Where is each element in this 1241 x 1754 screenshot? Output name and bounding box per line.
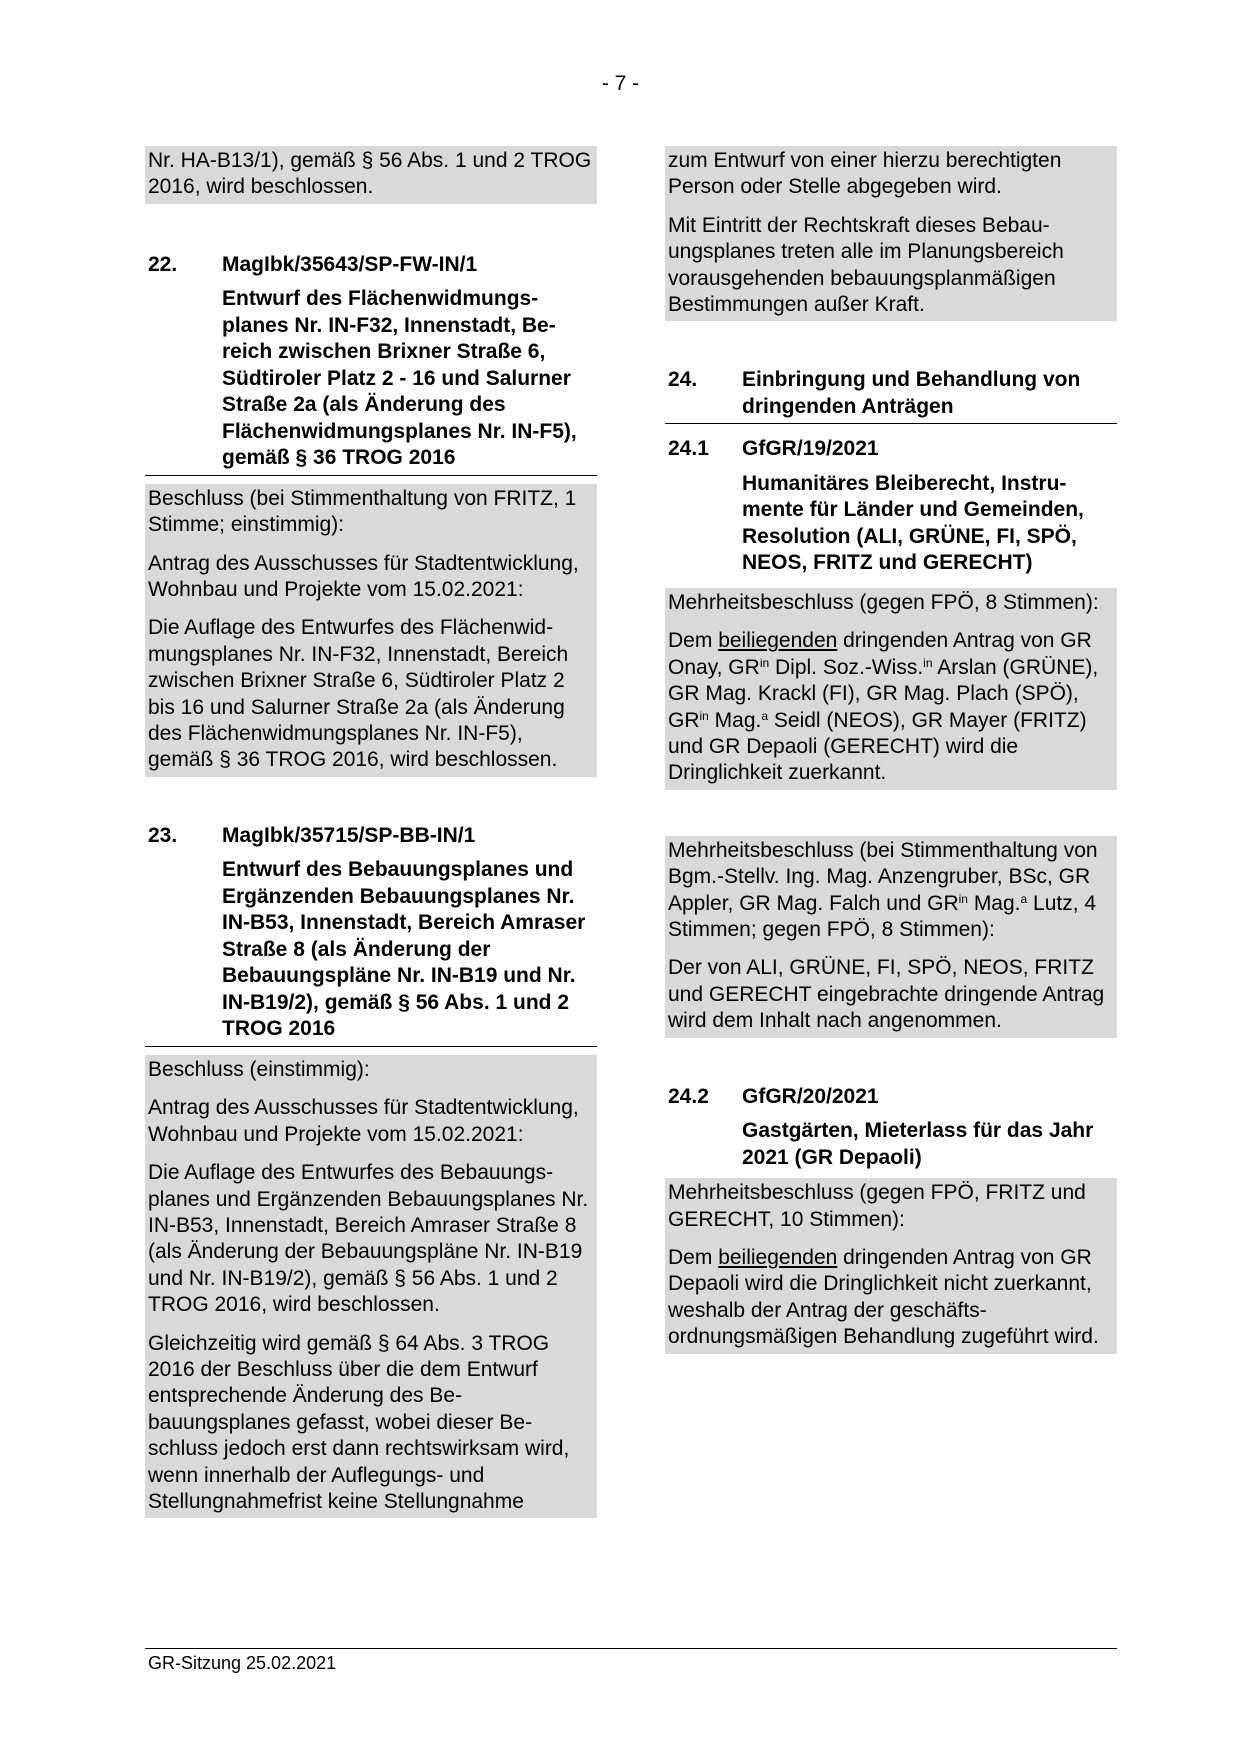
resolution-motion: Antrag des Ausschusses für Stadtentwicklung, Wohnbau und Projekte vom 15.02.2021: <box>148 551 579 602</box>
item-title: Gastgärten, Mieterlass für das Jahr 2021 (GR Depaoli) <box>742 1119 1094 1169</box>
resolution-text: Der von ALI, GRÜNE, FI, SPÖ, NEOS, FRITZ und GERECHT eingebrachte dringende Antrag wird dem Inhalt nach angenommen. <box>668 956 1105 1033</box>
resolution-vote: Beschluss (bei Stimmenthaltung von FRITZ, 1 Stimme; einstimmig): <box>148 486 577 537</box>
right-column <box>665 146 1117 1354</box>
resolution-block-23 <box>145 1055 597 1519</box>
item-number: 24.2 <box>668 1084 709 1108</box>
resolution-text: Dem beiliegenden dringenden Antrag von GR Depaoli wird die Dringlichkeit nicht zuerkannt, weshalb der Antrag der geschäftsordnungsmäßigen Behandlung zugeführt wird. <box>668 1245 1099 1349</box>
footer-text: GR-Sitzung 25.02.2021 <box>148 1653 337 1673</box>
item-title: Entwurf des Flächenwidmungsplanes Nr. IN-F32, Innenstadt, Bereich zwischen Brixner Straße 6, Südtiroler Platz 2 - 16 und Salurner Straße 2a (als Änderung des Flächenwidmungsplanes Nr. IN-F5), gemäß § 36 TROG 2016 <box>222 287 577 470</box>
item-title: Einbringung und Behandlung von dringenden Anträgen <box>742 368 1081 418</box>
item-number: 24. <box>668 368 698 392</box>
resolution-vote: Mehrheitsbeschluss (bei Stimmenthaltung von Bgm.-Stellv. Ing. Mag. Anzengruber, BSc, GR Appler, GR Mag. Falch und $GR^{in}$ Mag.$^a$ Lutz, 4 Stimmen; gegen FPÖ, 8 Stimmen): <box>668 838 1098 941</box>
resolution-text: Die Auflage des Entwurfes des Flächenwidmungsplanes Nr. IN-F32, Innenstadt, Bereich zwischen Brixner Straße 6, Südtiroler Platz 2 bis 16 und Salurner Straße 2a (als Änderung des Flächenwidmungsplanes Nr. IN-F5), gemäß § 36 TROG 2016, wird beschlossen. <box>148 616 569 772</box>
item-reference: GfGR/19/2021 <box>742 437 879 461</box>
item-title: Entwurf des Bebauungsplanes und Ergänzenden Bebauungsplanes Nr. IN-B53, Innenstadt, Bereich Amraser Straße 8 (als Änderung der Bebauungspläne Nr. IN-B19 und Nr. IN-B19/2), gemäß § 56 Abs. 1 und 2 TROG 2016 <box>222 858 586 1041</box>
resolution-text: Dem beiliegenden dringenden Antrag von GR Onay, $GR^{in}$ Dipl. Soz.-Wiss.$^{in}$ Arslan (GRÜNE), GR Mag. Krackl (FI), GR Mag. Plach (SPÖ), $GR^{in}$ Mag.$^a$ Seidl (NEOS), GR Mayer (FRITZ) und GR Depaoli (GERECHT) wird die Dringlichkeit zuerkannt. <box>668 629 1099 785</box>
resolution-motion: Antrag des Ausschusses für Stadtentwicklung, Wohnbau und Projekte vom 15.02.2021: <box>148 1096 579 1146</box>
left-column <box>145 146 597 1518</box>
continuation-text-2: Mit Eintritt der Rechtskraft dieses Bebauungsplanes treten alle im Planungsbereich vorausgehenden bebauungsplanmäßigen Bestimmungen außer Kraft. <box>668 213 1064 317</box>
resolution-vote: Mehrheitsbeschluss (gegen FPÖ, 8 Stimmen): <box>668 590 1099 614</box>
item-title: Humanitäres Bleiberecht, Instrumente für Länder und Gemeinden, Resolution (ALI, GRÜNE, FI, SPÖ, NEOS, FRITZ und GERECHT) <box>742 471 1084 575</box>
agenda-item-24-2 <box>665 1084 1117 1175</box>
agenda-item-24-1 <box>665 436 1117 580</box>
item-reference: MagIbk/35715/SP-BB-IN/1 <box>222 823 476 847</box>
continuation-block <box>665 146 1117 321</box>
footer-divider <box>145 1648 1117 1649</box>
item-number: 23. <box>148 823 178 847</box>
resolution-text: Die Auflage des Entwurfes des Bebauungsplanes und Ergänzenden Bebauungsplanes Nr. IN-B53, Innenstadt, Bereich Amraser Straße 8 (als Änderung der Bebauungspläne Nr. IN-B19 und Nr. IN-B19/2), gemäß § 56 Abs. 1 und 2 TROG 2016, wird beschlossen. <box>148 1161 589 1317</box>
resolution-vote: Beschluss (einstimmig): <box>148 1057 370 1081</box>
item-number: 24.1 <box>668 437 709 461</box>
agenda-item-23 <box>145 823 597 1047</box>
resolution-block-24-1-content <box>665 836 1117 1038</box>
resolution-block-22 <box>145 484 597 777</box>
agenda-item-24 <box>665 367 1117 424</box>
resolution-text-2: Gleichzeitig wird gemäß § 64 Abs. 3 TROG 2016 der Beschluss über die dem Entwurf entsprechende Änderung des Bebauungsplanes gefasst, wobei dieser Beschluss jedoch erst dann rechtswirksam wird, wenn innerhalb der Auflegungs- und Stellungnahmefrist keine Stellungnahme <box>148 1331 570 1513</box>
attachment-link[interactable]: beiliegenden <box>718 629 838 653</box>
item-number: 22. <box>148 252 178 276</box>
resolution-block-24-2 <box>665 1178 1117 1353</box>
continuation-block <box>145 146 597 204</box>
item-reference: MagIbk/35643/SP-FW-IN/1 <box>222 252 478 276</box>
resolution-vote: Mehrheitsbeschluss (gegen FPÖ, FRITZ und GERECHT, 10 Stimmen): <box>668 1181 1086 1231</box>
attachment-link[interactable]: beiliegenden <box>718 1245 838 1269</box>
resolution-block-24-1 <box>665 588 1117 790</box>
continuation-text: Nr. HA-B13/1), gemäß § 56 Abs. 1 und 2 TROG 2016, wird beschlossen. <box>148 149 592 199</box>
continuation-text: zum Entwurf von einer hierzu berechtigten Person oder Stelle abgegeben wird. <box>668 149 1062 199</box>
agenda-item-22 <box>145 252 597 476</box>
page-number: - 7 - <box>601 72 640 95</box>
item-reference: GfGR/20/2021 <box>742 1084 879 1108</box>
